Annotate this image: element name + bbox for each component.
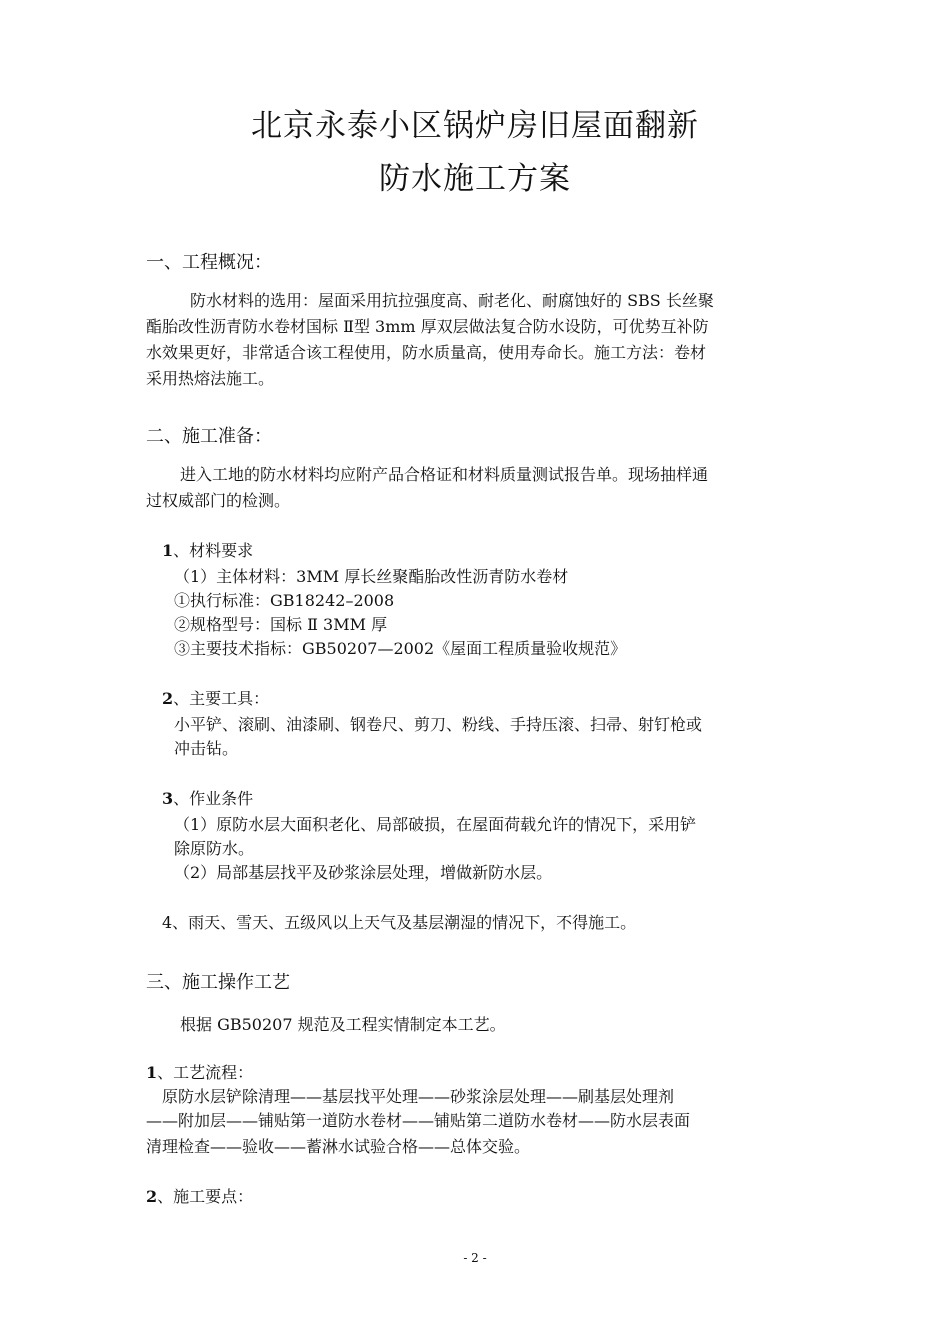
item1-number: 1 — [162, 541, 174, 560]
item2-number: 2 — [162, 689, 174, 708]
section3-intro: 根据 GB50207 规范及工程实情制定本工艺。 — [180, 1015, 506, 1034]
step2-label: 、施工要点： — [157, 1187, 254, 1206]
item1-line: ③主要技术指标：GB50207—2002《屋面工程质量验收规范》 — [174, 639, 627, 658]
item1-label: 、材料要求 — [173, 541, 254, 560]
item4-line: 4、雨天、雪天、五级风以上天气及基层潮湿的情况下，不得施工。 — [162, 913, 637, 932]
step1-label: 、工艺流程： — [157, 1063, 254, 1082]
item3-line: 除原防水。 — [174, 839, 255, 858]
step1-line: 清理检查——验收——蓄淋水试验合格——总体交验。 — [146, 1137, 531, 1156]
step2-heading — [146, 1186, 810, 1208]
section1-paragraph-line: 酯胎改性沥青防水卷材国标 Ⅱ型 3mm 厚双层做法复合防水设防，可优势互补防 — [146, 317, 709, 336]
document-title-line2: 防水施工方案 — [379, 161, 571, 197]
page-number: - 2 - — [463, 1251, 487, 1265]
section1-paragraph-line: 防水材料的选用：屋面采用抗拉强度高、耐老化、耐腐蚀好的 SBS 长丝聚 — [190, 291, 714, 310]
section1-paragraph-line: 采用热熔法施工。 — [146, 369, 275, 388]
section3-heading: 三、施工操作工艺 — [146, 972, 290, 993]
section1-paragraph-line: 水效果更好，非常适合该工程使用，防水质量高，使用寿命长。施工方法：卷材 — [146, 343, 707, 362]
step1-line: ——附加层——铺贴第一道防水卷材——铺贴第二道防水卷材——防水层表面 — [146, 1111, 691, 1130]
item3-heading — [162, 788, 826, 810]
document-title-line1: 北京永泰小区锅炉房旧屋面翻新 — [251, 108, 699, 144]
item2-line: 小平铲、滚刷、油漆刷、钢卷尺、剪刀、粉线、手持压滚、扫帚、射钉枪或 — [174, 715, 703, 734]
step1-number: 1 — [146, 1063, 158, 1082]
step1-line: 原防水层铲除清理——基层找平处理——砂浆涂层处理——刷基层处理剂 — [162, 1087, 675, 1106]
item1-line: （1）主体材料：3MM 厚长丝聚酯胎改性沥青防水卷材 — [174, 567, 569, 586]
item1-line: ①执行标准：GB18242–2008 — [174, 591, 395, 610]
item1-heading — [162, 540, 826, 562]
item3-label: 、作业条件 — [173, 789, 254, 808]
item3-number: 3 — [162, 789, 174, 808]
step2-number: 2 — [146, 1187, 158, 1206]
section2-intro-line: 进入工地的防水材料均应附产品合格证和材料质量测试报告单。现场抽样通 — [180, 465, 709, 484]
section2-heading: 二、施工准备： — [146, 426, 272, 447]
step1-heading — [146, 1062, 810, 1084]
item1-line: ②规格型号：国标 Ⅱ 3MM 厚 — [174, 615, 388, 634]
item3-line: （1）原防水层大面积老化、局部破损，在屋面荷载允许的情况下，采用铲 — [174, 815, 697, 834]
item3-line: （2）局部基层找平及砂浆涂层处理，增做新防水层。 — [174, 863, 553, 882]
section1-heading: 一、工程概况： — [146, 252, 272, 273]
item2-line: 冲击钻。 — [174, 739, 239, 758]
section2-intro-line: 过权威部门的检测。 — [146, 491, 291, 510]
item2-label: 、主要工具： — [173, 689, 270, 708]
item2-heading — [162, 688, 826, 710]
